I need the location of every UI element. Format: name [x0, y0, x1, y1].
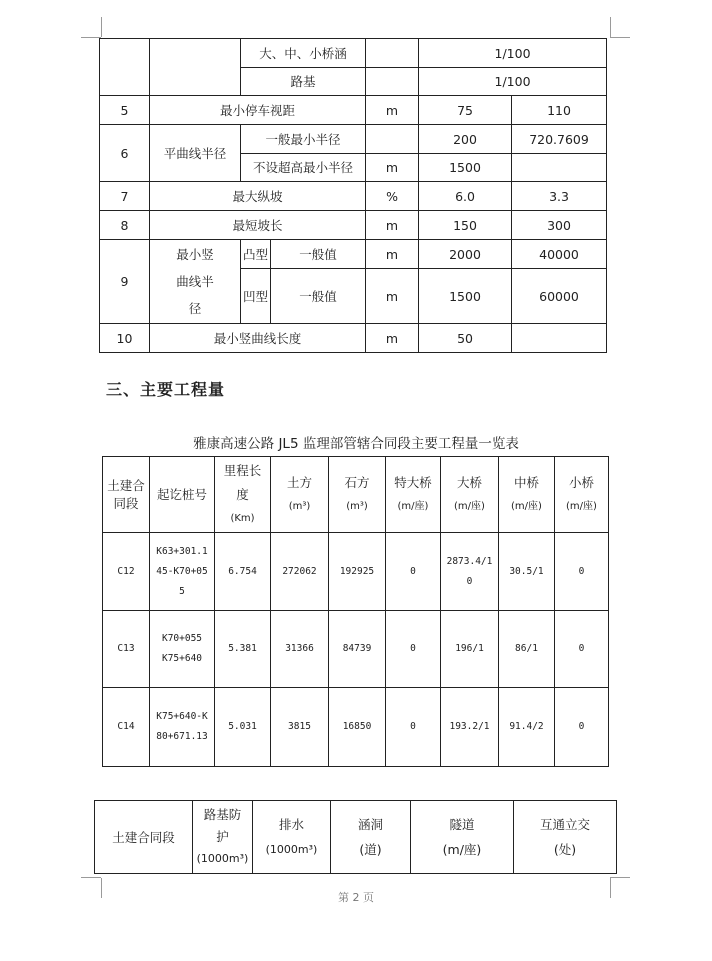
header-cell	[329, 457, 386, 533]
header-cell	[103, 457, 150, 533]
header-line: (处)	[553, 842, 577, 857]
table-cell: m	[366, 240, 419, 269]
header-line: 中桥	[513, 474, 539, 490]
table-cell: 平曲线半径	[150, 125, 241, 182]
table-cell	[150, 611, 215, 688]
table-cell: 最小竖曲线长度	[150, 324, 366, 353]
header-line: 路基防	[203, 807, 242, 822]
table-row	[100, 182, 607, 211]
table-cell: 3815	[271, 688, 329, 767]
table-cell: 0	[555, 611, 609, 688]
header-cell	[150, 457, 215, 533]
table-cell	[512, 324, 607, 353]
table-row	[103, 611, 609, 688]
header-line: (m/座)	[397, 500, 429, 512]
table-cell: 最大纵坡	[150, 182, 366, 211]
header-line: 同段	[113, 495, 139, 511]
table-cell: 5.381	[215, 611, 271, 688]
table-cell: 路基	[241, 68, 366, 96]
table-cell: 193.2/1	[441, 688, 499, 767]
header-line: 互通立交	[539, 817, 590, 832]
table-cell: 196/1	[441, 611, 499, 688]
table-cell	[150, 240, 241, 324]
table-row	[103, 533, 609, 611]
table-cell: 84739	[329, 611, 386, 688]
header-cell	[441, 457, 499, 533]
header-cell	[386, 457, 441, 533]
header-line: 涵洞	[357, 817, 383, 832]
table-cell: C12	[103, 533, 150, 611]
station-line: 5	[179, 585, 185, 597]
table-cell: 720.7609	[512, 125, 607, 154]
table-cell: 6.754	[215, 533, 271, 611]
crop-mark	[81, 877, 101, 878]
quantities-table	[102, 456, 609, 767]
table-cell: 86/1	[499, 611, 555, 688]
header-line: 隧道	[449, 817, 475, 832]
table-cell	[150, 688, 215, 767]
header-line: 排水	[278, 817, 304, 832]
header-cell	[215, 457, 271, 533]
table-title: 雅康高速公路 JL5 监理部管辖合同段主要工程量一览表	[193, 436, 519, 452]
station-line: K75+640	[161, 653, 203, 664]
table-cell: 9	[100, 240, 150, 324]
header-line: 小桥	[568, 474, 594, 490]
header-line: 土方	[286, 474, 312, 490]
table-cell	[100, 39, 150, 96]
table-cell: 2000	[419, 240, 512, 269]
table-cell: m	[366, 269, 419, 324]
section-heading: 三、主要工程量	[106, 380, 226, 399]
page-number: 第 2 页	[338, 891, 374, 904]
table-cell	[150, 39, 241, 96]
table-cell: m	[366, 211, 419, 240]
table-cell: 凸型	[241, 240, 271, 269]
table-cell: 300	[512, 211, 607, 240]
table-cell: 3.3	[512, 182, 607, 211]
crop-mark	[610, 37, 630, 38]
table-cell: 1/100	[419, 68, 607, 96]
table-row	[100, 211, 607, 240]
table-cell: 6.0	[419, 182, 512, 211]
crop-mark	[610, 877, 630, 878]
table-cell: m	[366, 324, 419, 353]
header-line: (m/座)	[566, 500, 597, 512]
header-line: (m/座)	[511, 500, 542, 512]
table-header-row	[103, 457, 609, 533]
table-cell: 40000	[512, 240, 607, 269]
header-line: 护	[216, 829, 229, 844]
table-cell: m	[366, 154, 419, 182]
table-cell: 0	[555, 688, 609, 767]
station-line: K75+640-K	[156, 711, 208, 722]
header-line: 特大桥	[394, 474, 432, 490]
header-cell	[193, 801, 253, 874]
table-cell: 0	[386, 533, 441, 611]
table-cell: 30.5/1	[499, 533, 555, 611]
table-cell: 10	[100, 324, 150, 353]
table-cell: C13	[103, 611, 150, 688]
header-line: (1000m³)	[265, 843, 318, 856]
table-cell	[441, 533, 499, 611]
header-line: (1000m³)	[196, 852, 249, 865]
table-cell: 0	[555, 533, 609, 611]
crop-mark	[610, 17, 611, 37]
header-line: 度	[236, 486, 249, 502]
table-cell	[150, 533, 215, 611]
table-cell: 0	[386, 611, 441, 688]
header-cell	[555, 457, 609, 533]
header-line: (道)	[359, 842, 382, 857]
header-line: 大桥	[456, 474, 482, 490]
bridge-line: 0	[466, 575, 473, 587]
table-cell: 150	[419, 211, 512, 240]
header-cell	[499, 457, 555, 533]
table-header-row	[95, 801, 617, 874]
table-cell: 大、中、小桥涵	[241, 39, 366, 68]
header-line: 起讫桩号	[156, 486, 207, 502]
table-cell: 192925	[329, 533, 386, 611]
table-cell: 0	[386, 688, 441, 767]
table-row	[100, 96, 607, 125]
table-cell: 200	[419, 125, 512, 154]
table-cell	[512, 154, 607, 182]
table-cell	[366, 68, 419, 96]
table-cell: 最小停车视距	[150, 96, 366, 125]
technical-standards-table	[99, 38, 607, 353]
header-line: (m/座)	[442, 842, 482, 857]
header-cell	[411, 801, 514, 874]
header-line: 石方	[344, 474, 370, 490]
header-cell	[271, 457, 329, 533]
table-cell: 75	[419, 96, 512, 125]
vertical-curve-label-line: 最小竖	[176, 247, 214, 262]
table-cell: 91.4/2	[499, 688, 555, 767]
table-cell: C14	[103, 688, 150, 767]
station-line: 45-K70+05	[156, 565, 208, 577]
table-cell	[366, 125, 419, 154]
table-cell: 最短坡长	[150, 211, 366, 240]
table-cell: 7	[100, 182, 150, 211]
table-row	[100, 240, 607, 269]
table-cell: 1/100	[419, 39, 607, 68]
table-cell: 一般值	[271, 269, 366, 324]
table-cell: 16850	[329, 688, 386, 767]
crop-mark	[81, 37, 101, 38]
table-cell: 5.031	[215, 688, 271, 767]
header-line: (m³)	[288, 500, 311, 512]
header-line: (m³)	[346, 500, 368, 512]
table-cell: 31366	[271, 611, 329, 688]
table-row	[100, 324, 607, 353]
table-cell: 1500	[419, 154, 512, 182]
table-cell: 1500	[419, 269, 512, 324]
table-cell: m	[366, 96, 419, 125]
station-line: K70+055	[161, 633, 203, 644]
crop-mark	[101, 17, 102, 37]
table-cell: 6	[100, 125, 150, 182]
bridge-line: 2873.4/1	[446, 555, 493, 567]
header-cell	[514, 801, 617, 874]
table-row	[100, 125, 607, 154]
header-cell	[331, 801, 411, 874]
table-cell: 一般值	[271, 240, 366, 269]
table-cell: 50	[419, 324, 512, 353]
table-cell: 272062	[271, 533, 329, 611]
header-line: (Km)	[230, 512, 255, 524]
table-cell: 不设超高最小半径	[241, 154, 366, 182]
table-row	[100, 39, 607, 68]
header-line: 土建合	[107, 477, 145, 493]
table-cell: 凹型	[241, 269, 271, 324]
vertical-curve-label-line: 曲线半	[176, 274, 214, 289]
table-cell: %	[366, 182, 419, 211]
table-cell: 一般最小半径	[241, 125, 366, 154]
table-cell: 60000	[512, 269, 607, 324]
quantities-table-2	[94, 800, 617, 874]
table-cell: 110	[512, 96, 607, 125]
header-cell: 土建合同段	[95, 801, 193, 874]
header-cell	[253, 801, 331, 874]
vertical-curve-label-line: 径	[188, 301, 202, 316]
table-cell	[366, 39, 419, 68]
table-cell: 8	[100, 211, 150, 240]
station-line: K63+301.1	[156, 545, 208, 557]
table-row	[103, 688, 609, 767]
table-cell: 5	[100, 96, 150, 125]
station-line: 80+671.13	[156, 731, 208, 742]
header-line: 里程长	[223, 462, 262, 478]
header-line: (m/座)	[454, 500, 485, 512]
